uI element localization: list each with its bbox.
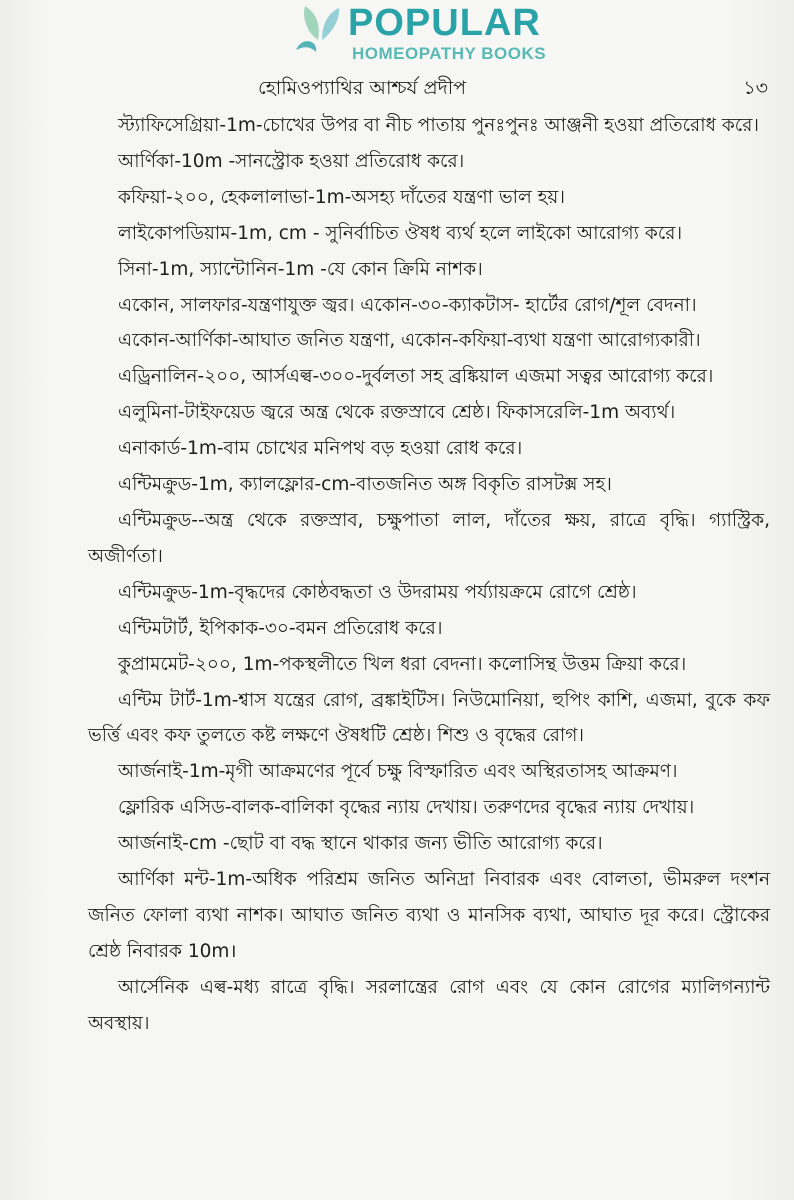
watermark-logo [292,2,592,68]
book-title: হোমিওপ্যাথির আশ্চর্য প্রদীপ [258,77,467,99]
paragraph: কুপ্রামমেট-২০০, 1m-পকস্থলীতে খিল ধরা বেদনা। কলোসিন্থ উত্তম ক্রিয়া করে। [118,653,687,675]
running-header [88,74,768,104]
paragraph: স্ট্যাফিসেগ্রিয়া-1m-চোখের উপর বা নীচ পাতায় পুনঃপুনঃ আঞ্জনী হওয়া প্রতিরোধ করে। [118,115,760,136]
paragraph: এনাকার্ড-1m-বাম চোখের মনিপথ বড় হওয়া রোধ করে। [118,438,523,460]
paragraph: আর্ণিকা-10m -সানস্ট্রোক হওয়া প্রতিরোধ করে। [118,150,465,172]
watermark-line2: HOMEOPATHY BOOKS [352,44,547,63]
paragraph: একোন, সালফার-যন্ত্রণাযুক্ত জ্বর। একোন-৩০-ক্যাকটাস- হার্টের রোগ/শূল বেদনা। [118,294,697,316]
paragraph: ফ্লোরিক এসিড-বালক-বালিকা বৃদ্ধের ন্যায় দেখায়। তরুণদের বৃদ্ধের ন্যায় দেখায়। [118,797,695,819]
paragraph: আর্জনাই-cm -ছোট বা বদ্ধ স্থানে থাকার জন্য ভীতি আরোগ্য করে। [118,833,603,855]
paragraph: এন্টিমটার্ট, ইপিকাক-৩০-বমন প্রতিরোধ করে। [118,617,443,639]
paragraph: এলুমিনা-টাইফয়েড জ্বরে অন্ত্র থেকে রক্তস্রাবে শ্রেষ্ঠ। ফিকাসরেলি-1m অব্যর্থ। [118,402,676,424]
paragraph: এন্টিমক্রুড-1m, ক্যালফ্লোর-cm-বাতজনিত অঙ্গ বিকৃতি রাসটক্স সহ। [118,474,612,496]
paragraph: এড্রিনালিন-২০০, আর্সএল্ব-৩০০-দুর্বলতা সহ ব্রঙ্কিয়াল এজমা সত্বর আরোগ্য করে। [118,366,714,388]
paragraph: সিনা-1m, স্যান্টোনিন-1m -যে কোন ক্রিমি নাশক। [118,258,483,280]
page-body [88,108,770,1042]
page-number: ১৩ [743,77,768,99]
paragraph: আর্সেনিক এল্ব-মধ্য রাত্রে বৃদ্ধি। সরলান্ত্রের রোগ এবং যে কোন রোগের ম্যালিগন্যান্ট অবস্থায়। [88,976,770,1034]
paragraph: এন্টিম টার্ট-1m-শ্বাস যন্ত্রের রোগ, ব্রঙ্কাইটিস। নিউমোনিয়া, হুপিং কাশি, এজমা, বুকে কফ ভর্ত্তি এবং কফ তুলতে কষ্ট লক্ষণে ঔষধটি শ্রেষ্ঠ। শিশু ও বৃদ্ধের রোগ। [88,689,770,747]
paragraph: এন্টিমক্রুড--অন্ত্র থেকে রক্তস্রাব, চক্ষুপাতা লাল, দাঁতের ক্ষয়, রাত্রে বৃদ্ধি। গ্যাস্ট্রিক, অজীর্ণতা। [88,509,770,567]
paragraph: আর্জনাই-1m-মৃগী আক্রমণের পূর্বে চক্ষু বিস্ফারিত এবং অস্থিরতাসহ আক্রমণ। [118,761,678,783]
watermark-line1: POPULAR [348,2,541,44]
paragraph: এন্টিমক্রুড-1m-বৃদ্ধদের কোষ্ঠবদ্ধতা ও উদরাময় পর্য্যায়ক্রমে রোগে শ্রেষ্ঠ। [118,581,637,603]
paragraph: আর্ণিকা মন্ট-1m-অধিক পরিশ্রম জনিত অনিদ্রা নিবারক এবং বোলতা, ভীমরুল দংশন জনিত ফোলা ব্যথা নাশক। আঘাত জনিত ব্যথা ও মানসিক ব্যথা, আঘাত দূর করে। স্ট্রোকের শ্রেষ্ঠ নিবারক 10m। [88,869,770,962]
leaf-icon [292,6,348,62]
paragraph: লাইকোপডিয়াম-1m, cm - সুনির্বাচিত ঔষধ ব্যর্থ হলে লাইকো আরোগ্য করে। [118,222,683,244]
paragraph: কফিয়া-২০০, হেকলালাভা-1m-অসহ্য দাঁতের যন্ত্রণা ভাল হয়। [118,186,565,208]
paragraph: একোন-আর্ণিকা-আঘাত জনিত যন্ত্রণা, একোন-কফিয়া-ব্যথা যন্ত্রণা আরোগ্যকারী। [118,330,701,352]
